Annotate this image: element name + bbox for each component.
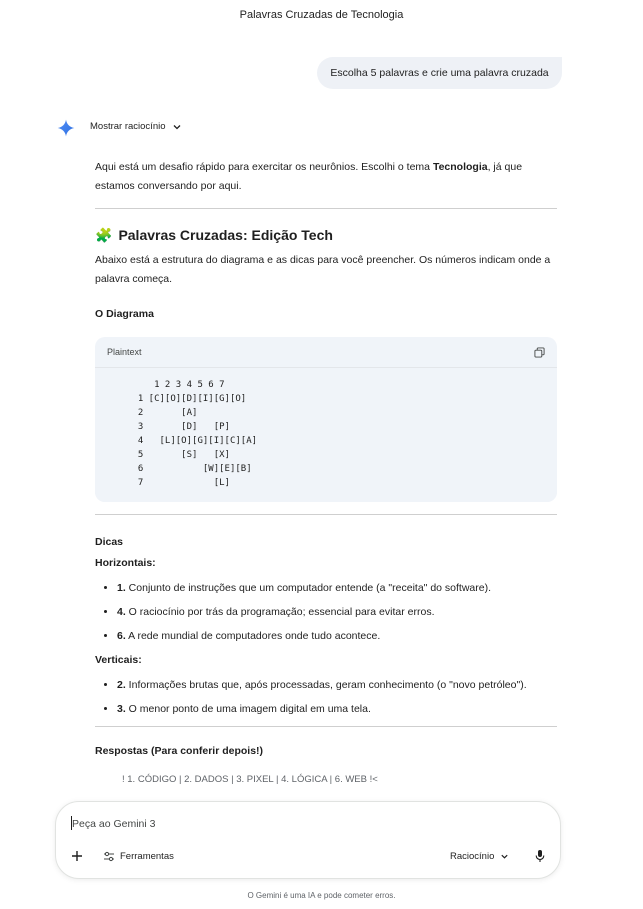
horizontal-clues-list xyxy=(95,579,557,646)
clue-item xyxy=(117,700,557,719)
prompt-input[interactable]: Peça ao Gemini 3 xyxy=(72,818,156,830)
horizontal-heading: Horizontais: xyxy=(95,557,156,569)
disclaimer-text: O Gemini é uma IA e pode cometer erros. xyxy=(247,891,396,900)
section-heading: 🧩 Palavras Cruzadas: Edição Tech xyxy=(95,227,333,243)
code-language-label: Plaintext xyxy=(107,346,142,357)
show-reasoning-label: Mostrar raciocínio xyxy=(90,121,166,132)
clues-heading: Dicas xyxy=(95,536,124,548)
plus-icon xyxy=(71,850,83,862)
chevron-down-icon xyxy=(172,122,182,132)
tools-icon xyxy=(103,851,115,862)
clue-item xyxy=(117,676,557,695)
divider xyxy=(95,726,557,727)
intro-paragraph: Aqui está um desafio rápido para exercitar os neurônios. Escolhi o tema Tecnologia, já que estamos conversando por aqui. xyxy=(95,161,523,192)
clue-number: 6. xyxy=(117,630,126,642)
prompt-input-box[interactable] xyxy=(55,801,561,879)
model-response xyxy=(95,158,557,789)
crossword-grid: 1 2 3 4 5 6 7 1 [C][O][D][I][G][O] 2 [A] 3 [D] [P] 4 [L][O][G][I][C][A] 5 [S] [X] 6 [W][E][B] 7 [L] xyxy=(95,368,557,502)
code-block xyxy=(95,337,557,502)
clue-number: 1. xyxy=(117,582,126,594)
show-reasoning-toggle[interactable] xyxy=(90,121,182,132)
answers-heading: Respostas (Para conferir depois!) xyxy=(95,745,264,757)
clue-text: O raciocínio por trás da programação; essencial para evitar erros. xyxy=(125,606,435,618)
clue-number: 2. xyxy=(117,679,126,691)
conversation-title: Palavras Cruzadas de Tecnologia xyxy=(239,9,404,21)
puzzle-icon: 🧩 xyxy=(95,227,113,243)
clue-item xyxy=(117,579,557,598)
clue-number: 4. xyxy=(117,606,126,618)
microphone-icon[interactable] xyxy=(534,849,546,863)
divider xyxy=(95,208,557,209)
chevron-down-icon xyxy=(500,852,509,861)
answers-spoiler[interactable]: ! 1. CÓDIGO | 2. DADOS | 3. PIXEL | 4. LÓGICA | 6. WEB !< xyxy=(122,774,378,785)
clue-text: A rede mundial de computadores onde tudo acontece. xyxy=(125,630,381,642)
divider xyxy=(95,514,557,515)
tools-button[interactable] xyxy=(103,851,174,862)
clue-text: Conjunto de instruções que um computador entende (a "receita" do software). xyxy=(125,582,492,594)
copy-icon[interactable] xyxy=(534,347,545,358)
clue-text: O menor ponto de uma imagem digital em uma tela. xyxy=(125,703,371,715)
mode-selector[interactable] xyxy=(450,851,509,862)
user-message-bubble: Escolha 5 palavras e crie uma palavra cruzada xyxy=(317,57,562,89)
mode-label: Raciocínio xyxy=(450,851,495,862)
gemini-sparkle-icon xyxy=(56,118,76,138)
description-paragraph: Abaixo está a estrutura do diagrama e as dicas para você preencher. Os números indicam onde a palavra começa. xyxy=(95,254,551,285)
tools-label: Ferramentas xyxy=(120,851,174,862)
clue-text: Informações brutas que, após processadas, geram conhecimento (o "novo petróleo"). xyxy=(125,679,527,691)
vertical-heading: Verticais: xyxy=(95,654,142,666)
clue-item xyxy=(117,627,557,646)
clue-number: 3. xyxy=(117,703,126,715)
add-attachment-button[interactable] xyxy=(71,849,83,867)
clue-item xyxy=(117,603,557,622)
vertical-clues-list xyxy=(95,676,557,719)
diagram-heading: O Diagrama xyxy=(95,308,154,320)
